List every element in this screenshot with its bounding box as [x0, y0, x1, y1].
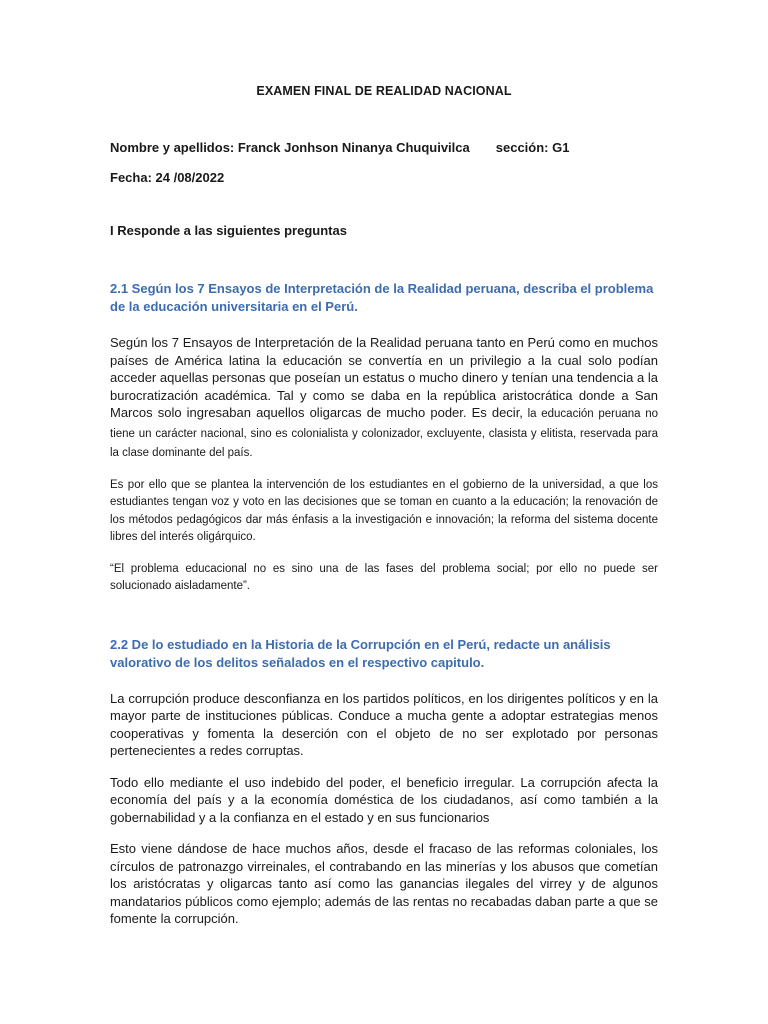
instruction-heading: I Responde a las siguientes preguntas	[110, 223, 347, 238]
answer-2-paragraph-3: Esto viene dándose de hace muchos años, desde el fracaso de las reformas coloniales, los círculos de patronazgo virreinales, el contrabando en las minerías y los abusos que cometían los aristócratas y oligarcas tanto así como las ganancias ilegales del virrey y de algunos mandatarios públicos como ejemplo; además de las rentas no recabadas daban parte a que se fomente la corrupción.	[110, 841, 658, 926]
answer-2-paragraph-1: La corrupción produce desconfianza en los partidos políticos, en los dirigentes políticos y en la mayor parte de instituciones públicas. Conduce a mucha gente a adoptar estrategias menos cooperativas y fomenta la deserción con el objeto de no ser explotado por personas pertenecientes a redes corruptas.	[110, 690, 658, 758]
answer-1-quote: “El problema educacional no es sino una de las fases del problema social; por ello no puede ser solucionado aisladamente”.	[110, 562, 658, 592]
student-name: Nombre y apellidos: Franck Jonhson Ninanya Chuquivilca	[110, 140, 470, 155]
answer-1-paragraph-2: Es por ello que se plantea la intervención de los estudiantes en el gobierno de la universidad, a que los estudiantes tengan voz y voto en las decisiones que se toman en cuanto a la educación; la renovación de los métodos pedagógicos dar más énfasis a la investigación e innovación; la reforma del sistema docente libres del interés oligárquico.	[110, 478, 658, 543]
question-2-heading: 2.2 De lo estudiado en la Historia de la Corrupción en el Perú, redacte un análisis valorativo de los delitos señalados en el respectivo capitulo.	[110, 636, 611, 670]
exam-date: Fecha: 24 /08/2022	[110, 170, 225, 185]
answer-2-paragraph-2: Todo ello mediante el uso indebido del poder, el beneficio irregular. La corrupción afecta la economía del país y a la economía doméstica de los ciudadanos, así como también a la gobernabilidad y a la confianza en el estado y en sus funcionarios	[110, 774, 658, 825]
student-name-line	[110, 140, 658, 155]
answer-1-paragraph-1-tail: la educación peruana no tiene un carácter nacional, sino es colonialista y colonizador, excluyente, clasista y elitista, reservada para la clase dominante del país.	[110, 408, 659, 459]
answer-1-paragraph-1	[110, 334, 658, 463]
question-1-heading: 2.1 Según los 7 Ensayos de Interpretación de la Realidad peruana, describa el problema de la educación universitaria en el Perú.	[110, 281, 654, 314]
exam-title: EXAMEN FINAL DE REALIDAD NACIONAL	[256, 84, 512, 98]
student-section: sección: G1	[495, 140, 570, 155]
answer-1-paragraph-1-main: Según los 7 Ensayos de Interpretación de la Realidad peruana tanto en Perú como en muchos países de América latina la educación se convertía en un privilegio a la cual solo podían acceder aquellas personas que poseían un estatus o mucho dinero y tenían una tendencia a la burocratización académica. Tal y como se daba en la república aristocrática donde a San Marcos solo ingresaban aquellos oligarcas de mucho poder. Es decir,	[110, 335, 658, 420]
